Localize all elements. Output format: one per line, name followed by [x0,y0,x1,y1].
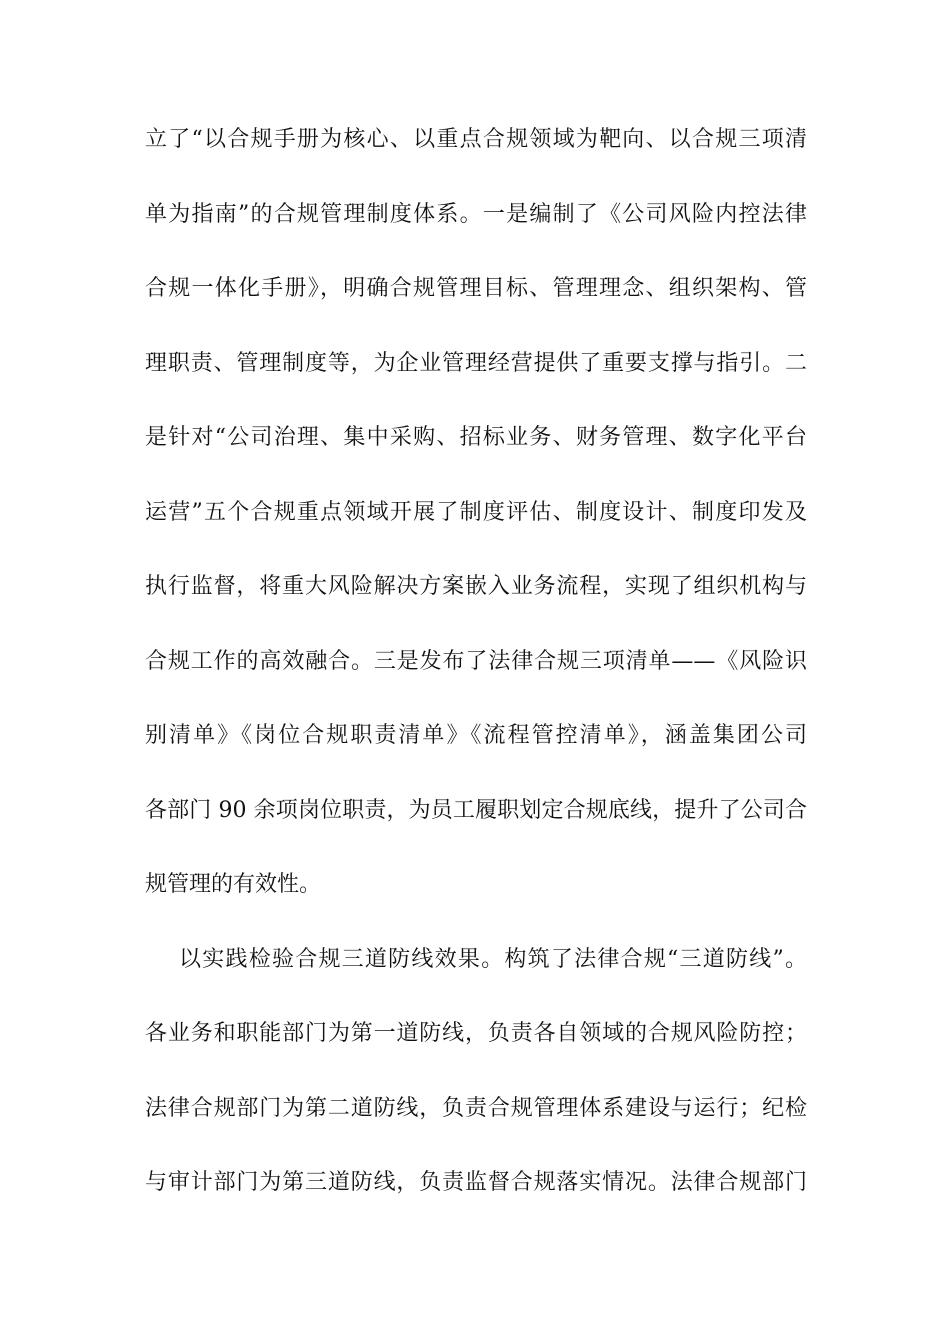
text-line: 单为指南”的合规管理制度体系。一是编制了《公司风险内控法律 [145,201,807,227]
text-line: 规管理的有效性。 [145,872,322,897]
text-line: 以实践检验合规三道防线效果。构筑了法律合规“三道防线”。 [179,946,807,972]
text-line: 各业务和职能部门为第一道防线，负责各自领域的合规风险防控； [145,1021,807,1046]
text-line: 是针对“公司治理、集中采购、招标业务、财务管理、数字化平台 [145,425,807,450]
text-line: 立了“以合规手册为核心、以重点合规领域为靶向、以合规三项清 [145,127,807,152]
paragraph-three-lines-of-defense [145,934,807,1232]
text-line: 与审计部门为第三道防线，负责监督合规落实情况。法律合规部门 [145,1170,807,1195]
text-line: 合规工作的高效融合。三是发布了法律合规三项清单——《风险识 [145,648,807,674]
text-line: 各部门 90 余项岗位职责，为员工履职划定合规底线，提升了公司合 [145,797,807,823]
text-line: 法律合规部门为第二道防线，负责合规管理体系建设与运行；纪检 [145,1095,807,1121]
body-text [145,114,807,1232]
text-line: 理职责、管理制度等，为企业管理经营提供了重要支撑与指引。二 [145,350,807,376]
text-line: 运营”五个合规重点领域开展了制度评估、制度设计、制度印发及 [145,499,807,525]
text-line: 别清单》《岗位合规职责清单》《流程管控清单》，涵盖集团公司 [145,723,807,748]
text-line: 执行监督，将重大风险解决方案嵌入业务流程，实现了组织机构与 [145,574,807,599]
text-line: 合规一体化手册》，明确合规管理目标、管理理念、组织架构、管 [145,276,807,301]
paragraph-compliance-system [145,114,807,934]
